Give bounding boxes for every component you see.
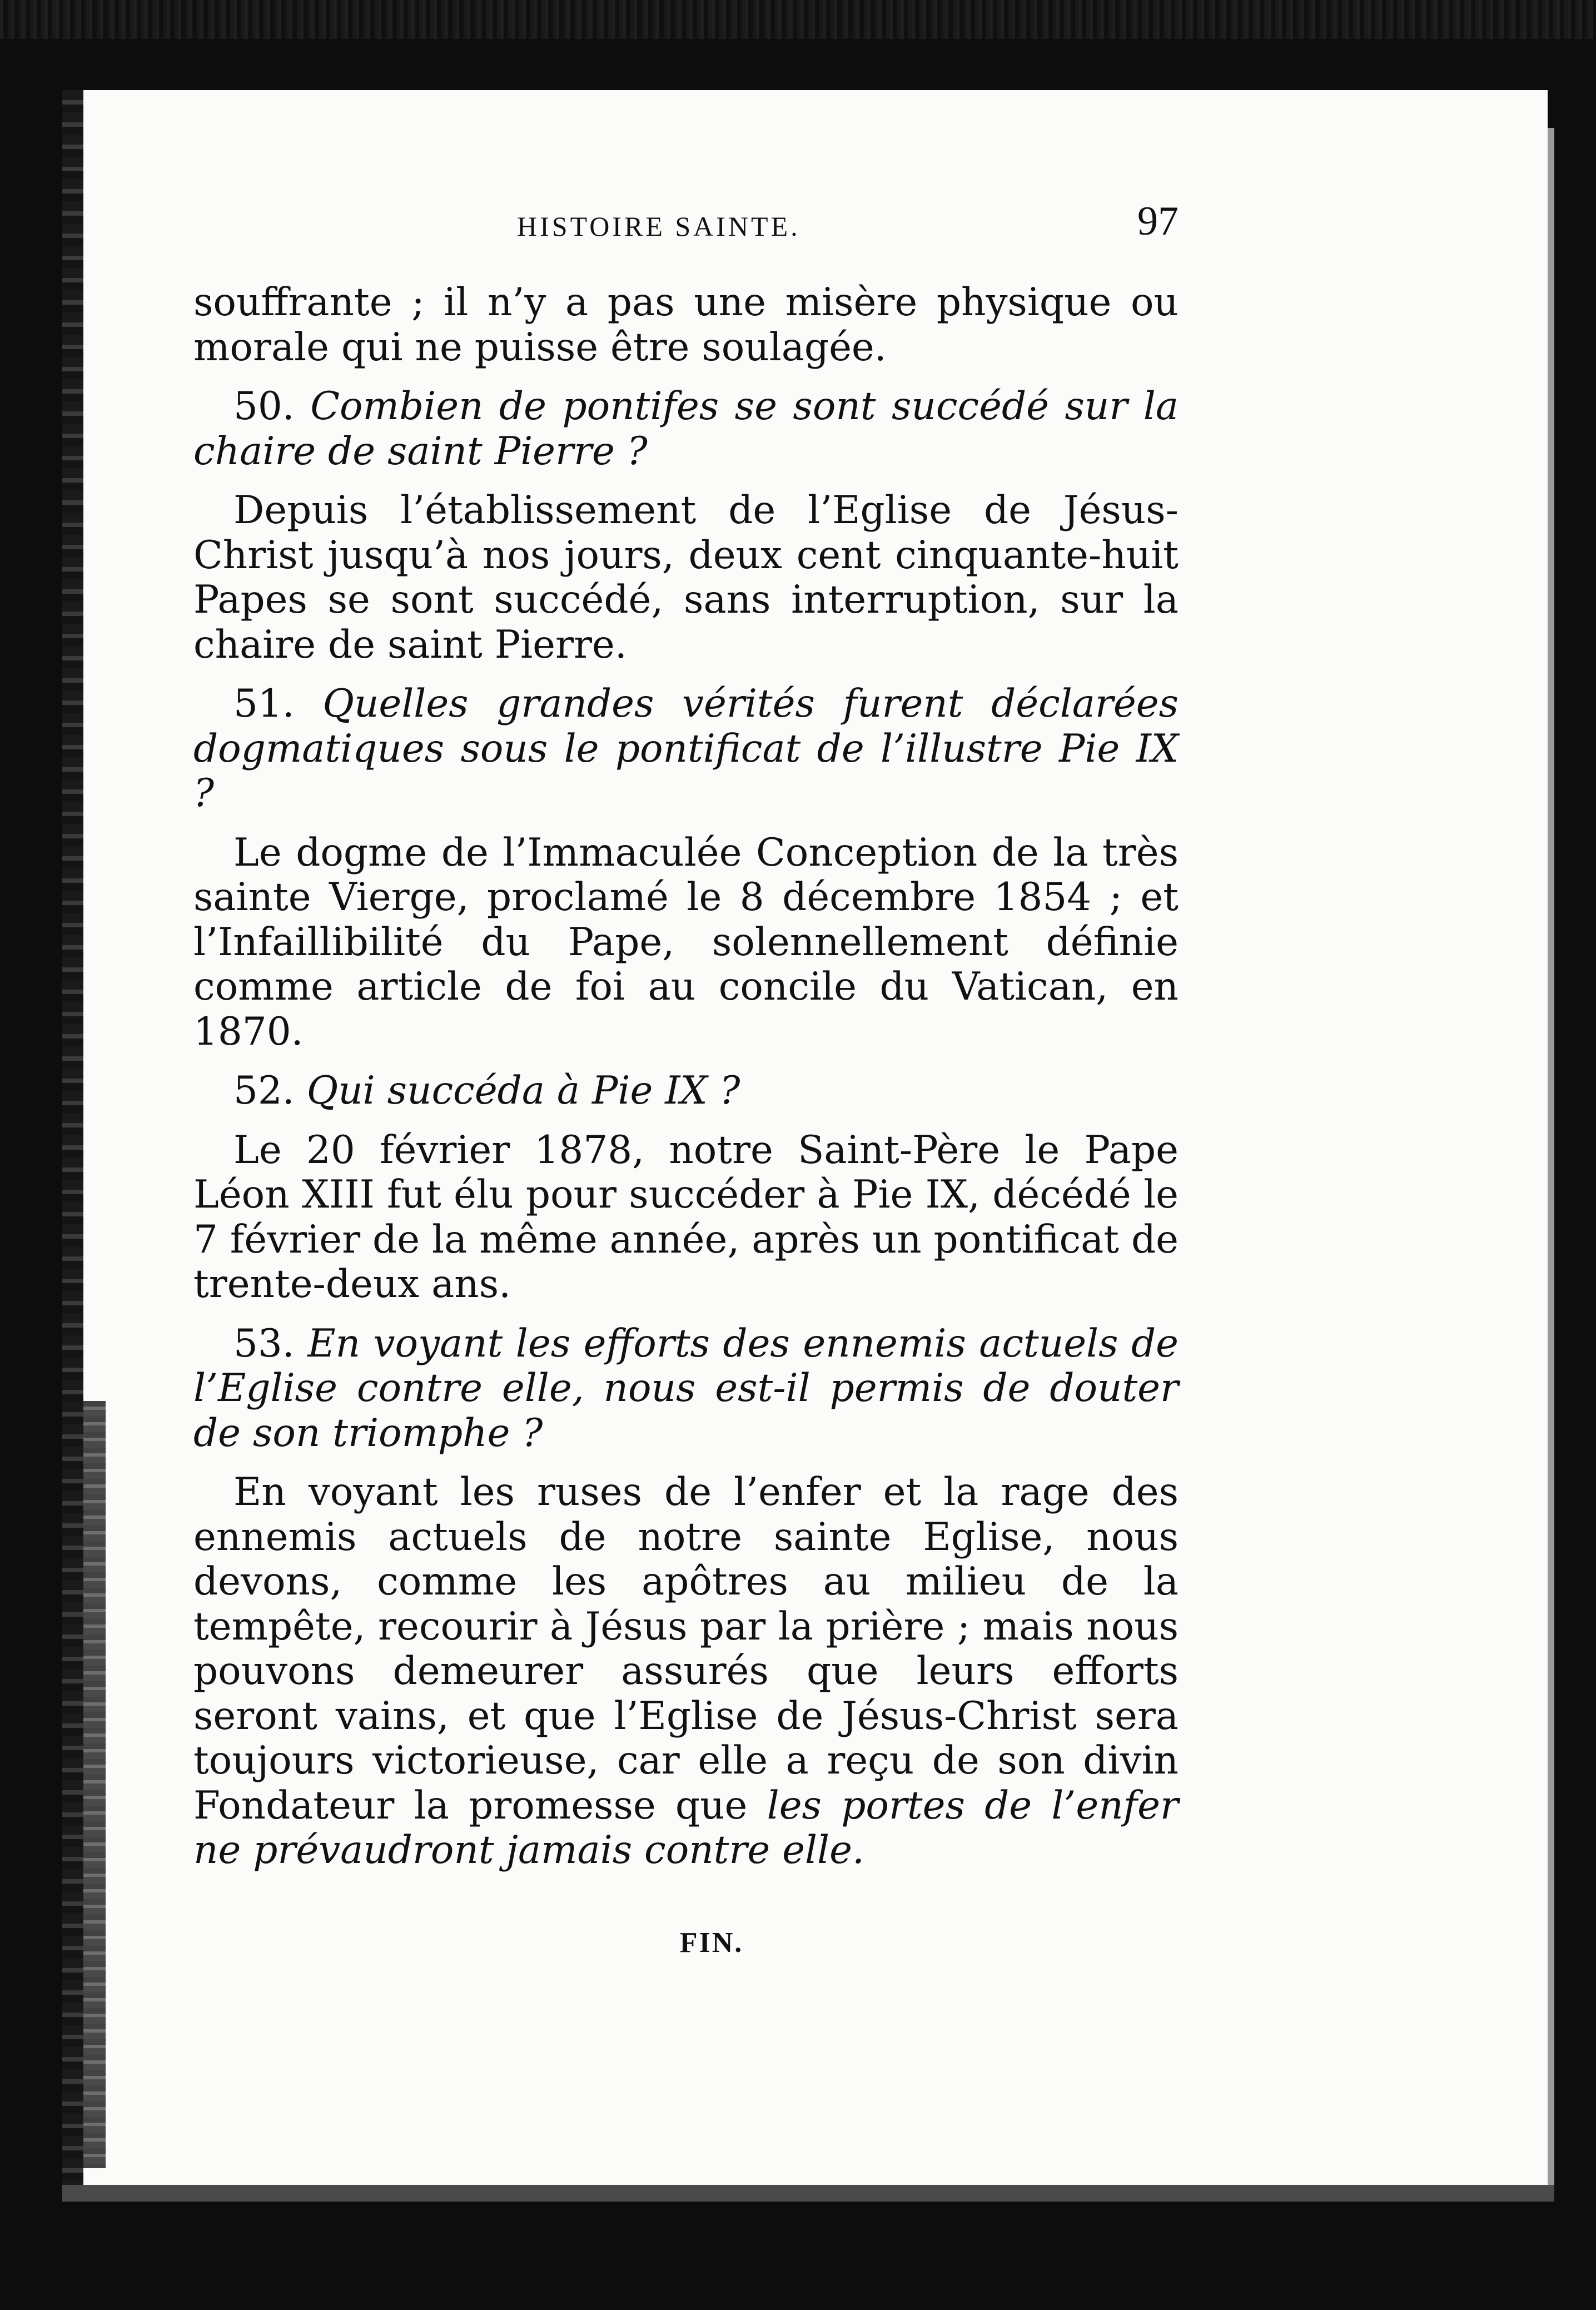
- question-52: [193, 1069, 1179, 1114]
- page-number: 97: [1137, 198, 1179, 244]
- answer-50: Depuis l’établissement de l’Eglise de Jésus-Christ jusqu’à nos jours, deux cent cinquante-huit Papes se sont succédé, sans interruption, sur la chaire de saint Pierre.: [193, 488, 1179, 667]
- end-mark: FIN.: [679, 1927, 744, 1959]
- answer-text: En voyant les ruses de l’enfer et la rage des ennemis actuels de notre sainte Eglise, nous devons, comme les apôtres au milieu de la tempête, recourir à Jésus par la prière ; mais nous pouvons demeurer assurés que leurs efforts seront vains, et que l’Eglise de Jésus-Christ sera toujours victorieuse, car elle a reçu de son divin Fondateur la promesse que: [193, 1470, 1179, 1828]
- question-number: 52.: [233, 1069, 295, 1113]
- question-53: [193, 1322, 1179, 1456]
- question-50: [193, 384, 1179, 474]
- binding-strip: [62, 90, 83, 2197]
- question-51: [193, 682, 1179, 816]
- answer-53: [193, 1470, 1179, 1873]
- question-text: Combien de pontifes se sont succédé sur la chaire de saint Pierre ?: [193, 384, 1179, 474]
- answer-51: Le dogme de l’Immaculée Conception de la très sainte Vierge, proclamé le 8 décembre 1854 ; et l’Infaillibilité du Pape, solennellement définie comme article de foi au concile du Vatican, en 1870.: [193, 830, 1179, 1054]
- question-number: 53.: [233, 1321, 295, 1366]
- bottom-shadow: [62, 2185, 1554, 2202]
- question-number: 51.: [233, 682, 295, 726]
- question-text: Qui succéda à Pie IX ?: [306, 1069, 740, 1113]
- answer-52: Le 20 février 1878, notre Saint-Père le Pape Léon XIII fut élu pour succéder à Pie IX, décédé le 7 février de la même année, après un pontificat de trente-deux ans.: [193, 1127, 1179, 1306]
- question-text: Quelles grandes vérités furent déclarées dogmatiques sous le pontificat de l’illustre Pie IX ?: [193, 682, 1179, 816]
- question-text: En voyant les efforts des ennemis actuels de l’Eglise contre elle, nous est-il permis de douter de son triomphe ?: [193, 1321, 1179, 1455]
- running-title: HISTOIRE SAINTE.: [517, 211, 801, 242]
- binding-mark: [83, 1401, 106, 2168]
- answer-quote: les portes de l’enfer ne prévaudront jamais contre elle.: [193, 1783, 1179, 1872]
- paragraph-continued: souffrante ; il n’y a pas une misère physique ou morale qui ne puisse être soulagée.: [193, 280, 1179, 370]
- question-number: 50.: [233, 384, 295, 429]
- page-edge: [1548, 128, 1554, 2196]
- running-head: [195, 188, 1179, 249]
- page-content: [193, 280, 1179, 1887]
